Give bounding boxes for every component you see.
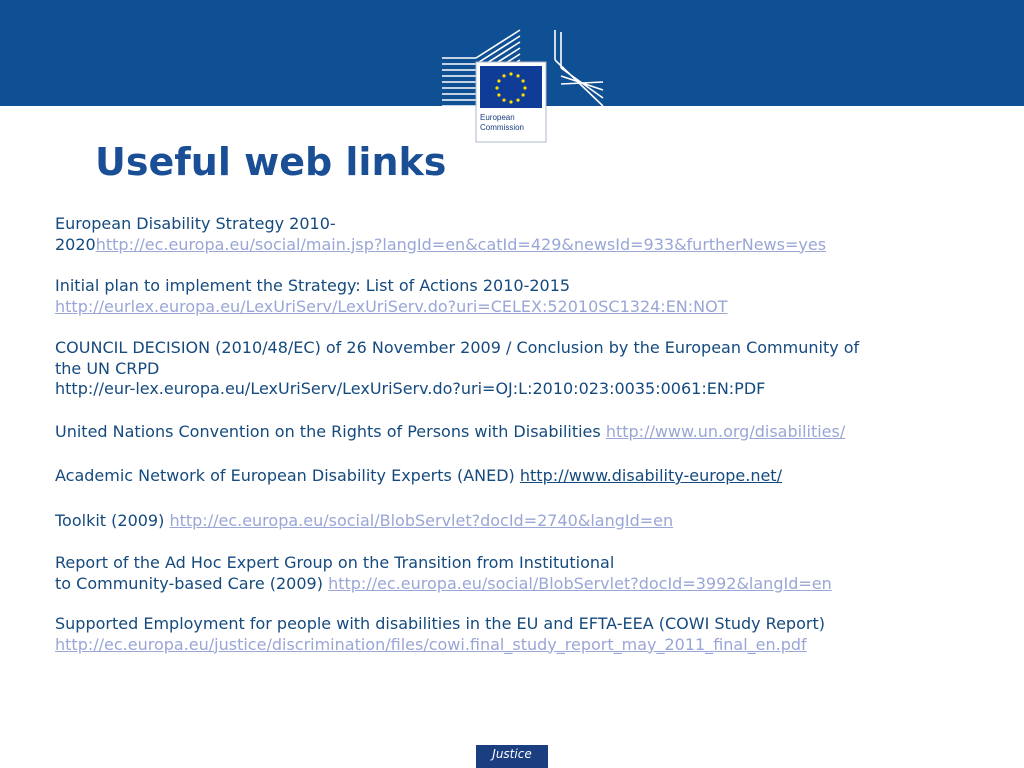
justice-badge: Justice xyxy=(476,745,548,768)
council-decision-url: http://eur-lex.europa.eu/LexUriServ/LexUriServ.do?uri=OJ:L:2010:023:0035:0061:EN:PDF xyxy=(55,379,766,398)
link-strategy-url[interactable]: http://ec.europa.eu/social/main.jsp?langId=en&catId=429&newsId=933&furtherNews=yes xyxy=(95,234,827,254)
link-aned-url[interactable]: http://www.disability-europe.net/ xyxy=(519,466,782,485)
entry-text: 2020 xyxy=(55,234,96,254)
links-list xyxy=(55,214,955,655)
link-entry-council-decision xyxy=(55,338,955,400)
entry-text: to Community-based Care (2009) xyxy=(55,573,323,593)
link-report-url[interactable]: http://ec.europa.eu/social/BlobServlet?docId=3992&langId=en xyxy=(328,573,832,593)
entry-text: European Disability Strategy 2010- xyxy=(55,214,336,233)
entry-text: Supported Employment for people with disabilities in the EU and EFTA-EEA (COWI Study Report) xyxy=(55,614,825,633)
logo-line1: European xyxy=(480,113,515,122)
link-actions-url[interactable]: http://eurlex.europa.eu/LexUriServ/LexUriServ.do?uri=CELEX:52010SC1324:EN:NOT xyxy=(55,296,728,316)
page-title: Useful web links xyxy=(95,140,447,184)
entry-text: the UN CRPD xyxy=(55,358,160,378)
link-toolkit-url[interactable]: http://ec.europa.eu/social/BlobServlet?docId=2740&langId=en xyxy=(169,510,674,530)
link-entry-toolkit xyxy=(55,511,955,532)
link-entry-un-convention xyxy=(55,422,955,443)
entry-text: United Nations Convention on the Rights of Persons with Disabilities xyxy=(55,421,601,441)
link-cowi-url[interactable]: http://ec.europa.eu/justice/discrimination/files/cowi.final_study_report_may_2011_final_en.pdf xyxy=(55,634,807,654)
european-commission-logo xyxy=(440,28,608,144)
link-un-url[interactable]: http://www.un.org/disabilities/ xyxy=(605,421,846,441)
entry-text: Toolkit (2009) xyxy=(55,510,165,530)
link-entry-strategy xyxy=(55,214,955,255)
entry-text: Report of the Ad Hoc Expert Group on the Transition from Institutional xyxy=(55,553,615,572)
link-entry-ad-hoc-report xyxy=(55,553,955,594)
entry-text: Academic Network of European Disability Experts (ANED) xyxy=(55,466,515,485)
link-entry-actions xyxy=(55,276,955,317)
link-entry-cowi xyxy=(55,614,955,655)
link-entry-aned xyxy=(55,466,955,487)
logo-line2: Commission xyxy=(480,123,525,132)
entry-text: Initial plan to implement the Strategy: List of Actions 2010-2015 xyxy=(55,276,571,295)
entry-text: COUNCIL DECISION (2010/48/EC) of 26 November 2009 / Conclusion by the European Community of xyxy=(55,338,860,357)
